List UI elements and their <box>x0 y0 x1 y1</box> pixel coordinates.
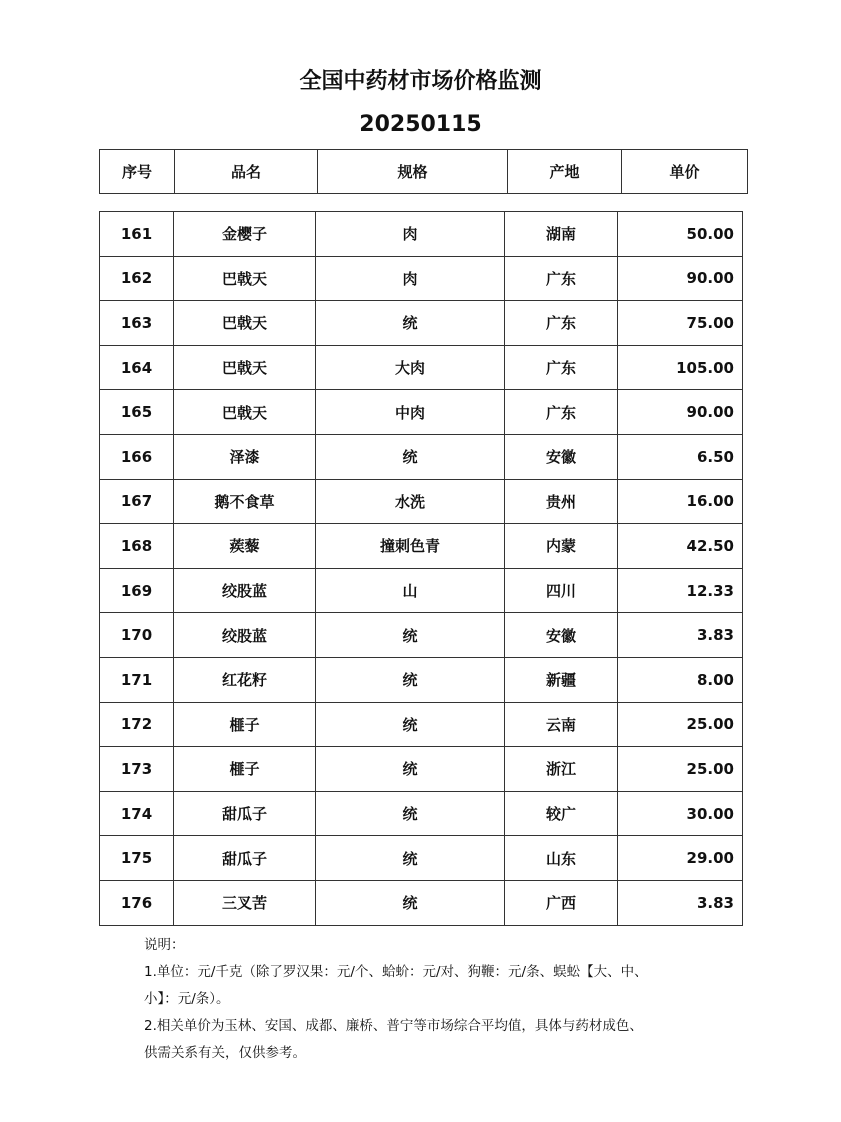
cell-price: 105.00 <box>618 345 743 390</box>
cell-number: 167 <box>100 479 174 524</box>
cell-price: 16.00 <box>618 479 743 524</box>
table-row <box>100 791 743 836</box>
cell-name: 三叉苦 <box>174 880 316 925</box>
cell-name: 甜瓜子 <box>174 791 316 836</box>
cell-spec: 撞刺色青 <box>316 524 505 569</box>
cell-spec: 统 <box>316 836 505 881</box>
cell-price: 3.83 <box>618 880 743 925</box>
cell-spec: 统 <box>316 613 505 658</box>
table-row <box>100 568 743 613</box>
header-spec: 规格 <box>318 150 508 194</box>
cell-name: 巴戟天 <box>174 390 316 435</box>
cell-price: 12.33 <box>618 568 743 613</box>
table-row <box>100 613 743 658</box>
cell-name: 巴戟天 <box>174 301 316 346</box>
cell-price: 50.00 <box>618 212 743 257</box>
table-row <box>100 256 743 301</box>
cell-spec: 统 <box>316 747 505 792</box>
cell-spec: 统 <box>316 657 505 702</box>
cell-number: 165 <box>100 390 174 435</box>
cell-number: 162 <box>100 256 174 301</box>
cell-origin: 浙江 <box>505 747 618 792</box>
cell-number: 164 <box>100 345 174 390</box>
cell-origin: 云南 <box>505 702 618 747</box>
header-origin: 产地 <box>508 150 622 194</box>
cell-number: 174 <box>100 791 174 836</box>
cell-origin: 新疆 <box>505 657 618 702</box>
cell-number: 172 <box>100 702 174 747</box>
table-row <box>100 747 743 792</box>
cell-number: 171 <box>100 657 174 702</box>
table-row <box>100 702 743 747</box>
cell-spec: 山 <box>316 568 505 613</box>
notes-heading: 说明： <box>144 937 185 953</box>
cell-name: 榧子 <box>174 747 316 792</box>
cell-price: 25.00 <box>618 747 743 792</box>
cell-price: 30.00 <box>618 791 743 836</box>
table-row <box>100 434 743 479</box>
cell-price: 90.00 <box>618 390 743 435</box>
cell-number: 175 <box>100 836 174 881</box>
cell-origin: 湖南 <box>505 212 618 257</box>
cell-spec: 统 <box>316 880 505 925</box>
notes-line: 供需关系有关，仅供参考。 <box>144 1045 306 1061</box>
table-row <box>100 212 743 257</box>
cell-number: 168 <box>100 524 174 569</box>
cell-price: 25.00 <box>618 702 743 747</box>
cell-name: 鹅不食草 <box>174 479 316 524</box>
cell-name: 红花籽 <box>174 657 316 702</box>
cell-spec: 统 <box>316 434 505 479</box>
table-row <box>100 390 743 435</box>
cell-number: 161 <box>100 212 174 257</box>
cell-price: 6.50 <box>618 434 743 479</box>
cell-spec: 大肉 <box>316 345 505 390</box>
cell-origin: 广东 <box>505 390 618 435</box>
cell-name: 巴戟天 <box>174 256 316 301</box>
cell-name: 绞股蓝 <box>174 613 316 658</box>
cell-origin: 较广 <box>505 791 618 836</box>
cell-name: 巴戟天 <box>174 345 316 390</box>
table-row <box>100 836 743 881</box>
notes <box>144 932 704 1067</box>
table-row <box>100 524 743 569</box>
cell-spec: 统 <box>316 301 505 346</box>
cell-price: 90.00 <box>618 256 743 301</box>
cell-name: 金樱子 <box>174 212 316 257</box>
cell-origin: 广东 <box>505 301 618 346</box>
cell-origin: 安徽 <box>505 434 618 479</box>
cell-spec: 统 <box>316 791 505 836</box>
cell-name: 甜瓜子 <box>174 836 316 881</box>
cell-origin: 四川 <box>505 568 618 613</box>
table-row <box>100 301 743 346</box>
cell-name: 泽漆 <box>174 434 316 479</box>
cell-price: 8.00 <box>618 657 743 702</box>
cell-price: 42.50 <box>618 524 743 569</box>
table-row <box>100 479 743 524</box>
cell-number: 166 <box>100 434 174 479</box>
notes-line: 小】：元/条）。 <box>144 991 230 1007</box>
table-row <box>100 345 743 390</box>
cell-name: 榧子 <box>174 702 316 747</box>
cell-number: 173 <box>100 747 174 792</box>
cell-origin: 贵州 <box>505 479 618 524</box>
notes-line: 1.单位：元/千克（除了罗汉果：元/个、蛤蚧：元/对、狗鞭：元/条、蜈蚣【大、中、 <box>144 964 648 980</box>
header-number: 序号 <box>100 150 175 194</box>
cell-price: 75.00 <box>618 301 743 346</box>
cell-spec: 统 <box>316 702 505 747</box>
cell-number: 176 <box>100 880 174 925</box>
cell-origin: 山东 <box>505 836 618 881</box>
page-title: 全国中药材市场价格监测 <box>299 69 542 94</box>
cell-spec: 肉 <box>316 256 505 301</box>
cell-number: 163 <box>100 301 174 346</box>
price-table <box>99 211 743 926</box>
cell-spec: 肉 <box>316 212 505 257</box>
cell-origin: 安徽 <box>505 613 618 658</box>
table-row <box>100 657 743 702</box>
cell-number: 170 <box>100 613 174 658</box>
cell-origin: 广东 <box>505 345 618 390</box>
notes-line: 2.相关单价为玉林、安国、成都、廉桥、普宁等市场综合平均值，具体与药材成色、 <box>144 1018 643 1034</box>
header-name: 品名 <box>175 150 318 194</box>
cell-name: 绞股蓝 <box>174 568 316 613</box>
table-header <box>99 149 748 194</box>
cell-spec: 水洗 <box>316 479 505 524</box>
cell-origin: 内蒙 <box>505 524 618 569</box>
cell-spec: 中肉 <box>316 390 505 435</box>
cell-origin: 广东 <box>505 256 618 301</box>
cell-price: 3.83 <box>618 613 743 658</box>
cell-name: 蒺藜 <box>174 524 316 569</box>
report-date: 20250115 <box>359 112 482 137</box>
table-row <box>100 880 743 925</box>
cell-origin: 广西 <box>505 880 618 925</box>
header-price: 单价 <box>622 150 748 194</box>
cell-price: 29.00 <box>618 836 743 881</box>
cell-number: 169 <box>100 568 174 613</box>
